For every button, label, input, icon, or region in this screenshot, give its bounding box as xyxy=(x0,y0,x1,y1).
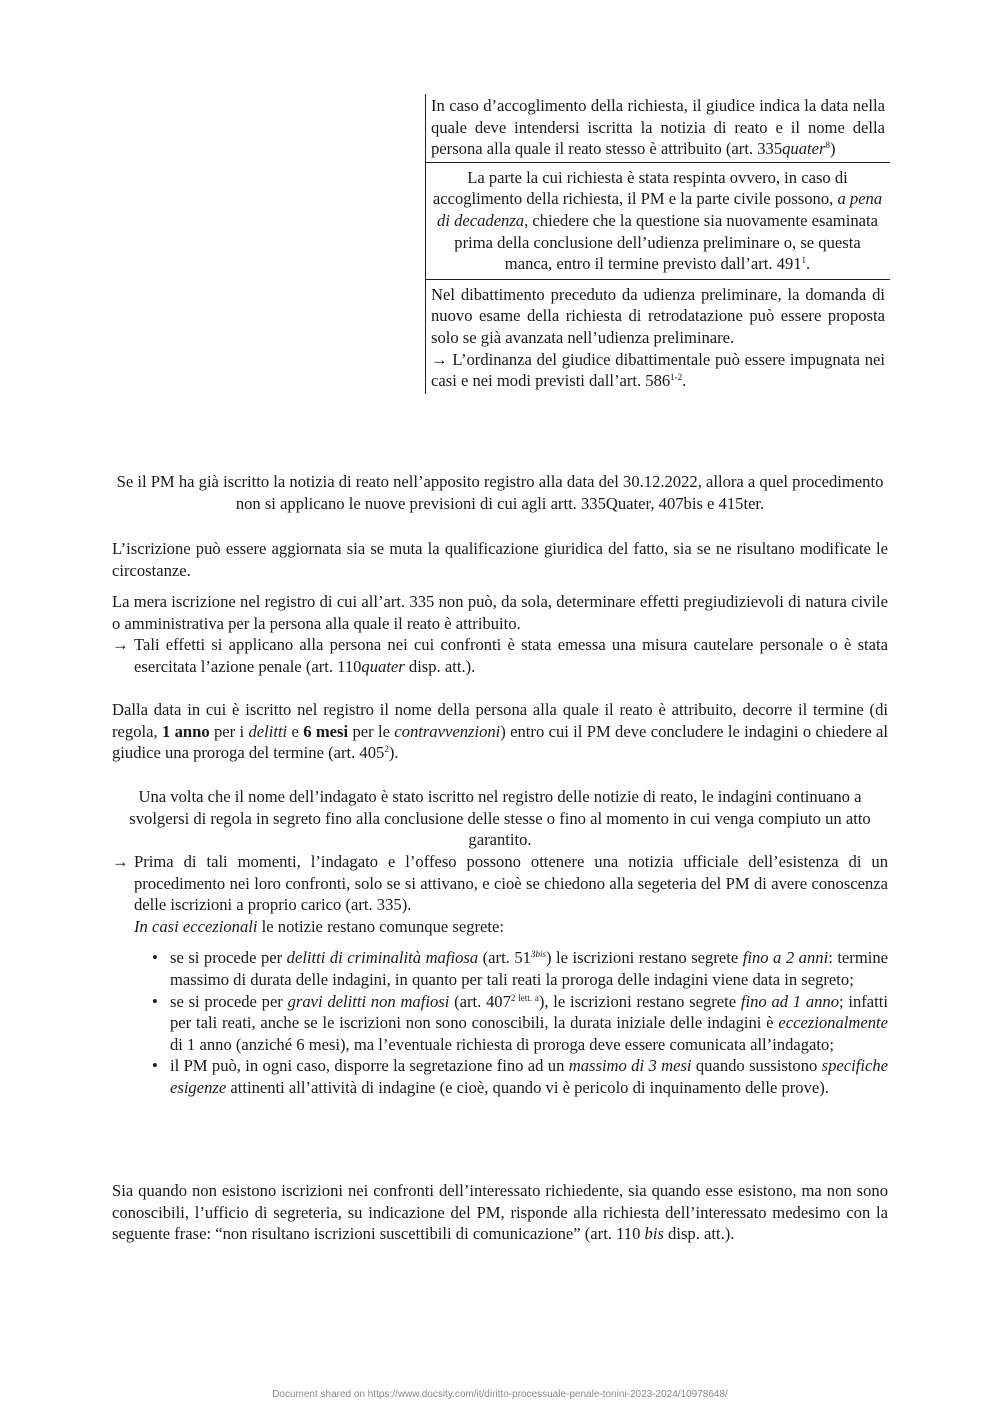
paragraph-text: L’iscrizione può essere aggiornata sia se muta la qualificazione giuridica del fatto, sia se ne risultano modificate le circostanze. xyxy=(112,539,888,580)
paragraph-italic: bis xyxy=(644,1224,664,1244)
retrodating-table xyxy=(425,94,890,394)
paragraph-text: Sia quando non esistono iscrizioni nei confronti dell’interessato richiedente, sia quando esse esistono, ma non sono conoscibili, l’ufficio di segreteria, su indicazione del PM, risponde alla richiesta dell’interessato medesimo con la seguente frase: “non risultano iscrizioni suscettibili di comunicazione” (art. 110 xyxy=(112,1181,888,1244)
item-text: ) le iscrizioni restano segrete xyxy=(545,948,743,968)
item-text: quando sussistono xyxy=(691,1056,822,1076)
table-row-text: , chiedere che la questione sia nuovamente esaminata prima della conclusione dell’udienza preliminare o, se questa manca, entro il termine previsto dall’art. 491 xyxy=(454,210,878,274)
paragraph-text: ). xyxy=(388,743,399,763)
paragraph-text: e xyxy=(287,721,304,741)
effects-note xyxy=(112,634,888,677)
paragraph-text: disp. att.). xyxy=(663,1224,735,1244)
note-text: le notizie restano comunque segrete: xyxy=(257,916,505,936)
paragraph-text: ) entro cui il PM deve concludere le indagini o chiedere al giudice una proroga del termine (art. 405 xyxy=(112,721,888,763)
italic-term: contravvenzioni xyxy=(394,721,501,741)
list-item xyxy=(150,1055,888,1098)
paragraph-text: Se il PM ha già iscritto la notizia di reato nell’apposito registro alla data del 30.12.2022, allora a quel procedimento non si applicano le nuove previsioni di cui agli artt. 335Quater, 407bis e 415ter. xyxy=(116,472,884,513)
table-row-text: . xyxy=(682,371,687,391)
note-text: Tali effetti si applicano alla persona nei cui confronti è stata emessa una misura cautelare personale o è stata esercitata l’azione penale (art. 110 xyxy=(134,635,888,676)
table-row-trial xyxy=(425,280,890,394)
update-paragraph xyxy=(112,538,888,581)
item-italic: specifiche esigenze xyxy=(170,1056,888,1097)
footnote-ref: 1-2 xyxy=(670,372,683,383)
item-text: se si procede per xyxy=(170,991,288,1011)
bullet-icon: • xyxy=(152,948,158,968)
bold-term: 1 anno xyxy=(161,721,210,741)
paragraph-text: La mera iscrizione nel registro di cui all’art. 335 non può, da sola, determinare effetti pregiudizievoli di natura civile o amministrativa per la persona alla quale il reato è attribuito. xyxy=(112,592,888,633)
note-italic: quater xyxy=(361,656,405,676)
table-row-italic: a pena di decadenza xyxy=(437,189,883,230)
paragraph-text: per i xyxy=(209,721,249,741)
table-row-text: In caso d’accoglimento della richiesta, il giudice indica la data nella quale deve intendersi iscritta la notizia di reato e il nome della persona alla quale il reato stesso è attribuito (art. 335 xyxy=(431,96,885,159)
table-row-text: Nel dibattimento preceduto da udienza preliminare, la domanda di nuovo esame della richiesta di retrodatazione può essere proposta solo se già avanzata nell’udienza preliminare. xyxy=(431,284,885,347)
item-text: : termine massimo di durata delle indagini, in quanto per tali reati la proroga delle indagini viene data in segreto; xyxy=(170,948,888,989)
access-note xyxy=(112,851,888,937)
table-row-text: ) xyxy=(829,139,836,159)
item-italic: fino ad 1 anno xyxy=(740,991,840,1011)
paragraph-text: per le xyxy=(348,721,395,741)
item-italic: eccezionalmente xyxy=(778,1013,888,1033)
response-paragraph xyxy=(112,1180,888,1245)
italic-lead: In casi eccezionali xyxy=(134,916,258,936)
table-row-text: La parte la cui richiesta è stata respinta ovvero, in caso di accoglimento della richiesta, il PM e la parte civile possono, xyxy=(432,167,848,209)
item-italic: fino a 2 anni xyxy=(742,948,829,968)
deadline-paragraph xyxy=(112,699,888,764)
paragraph-text: Dalla data in cui è iscritto nel registro il nome della persona alla quale il reato è attribuito, decorre il termine (di regola, xyxy=(112,700,888,741)
item-italic: massimo di 3 mesi xyxy=(568,1056,692,1076)
list-item xyxy=(150,947,888,990)
footnote-ref: 3bis xyxy=(530,949,546,960)
footnote-ref: 2 xyxy=(384,744,389,755)
arrow-icon: → xyxy=(112,635,129,655)
exceptions-list xyxy=(150,947,888,1098)
item-text: se si procede per xyxy=(170,948,287,968)
paragraph-text: Una volta che il nome dell’indagato è stato iscritto nel registro delle notizie di reato, le indagini continuano a svolgersi di regola in segreto fino alla conclusione delle stesse o fino al momento in cui venga compiuto un atto garantito. xyxy=(129,787,871,850)
item-text: (art. 51 xyxy=(478,948,531,968)
table-row-acceptance xyxy=(425,94,890,163)
item-text: ), le iscrizioni restano segrete xyxy=(538,991,741,1011)
list-item xyxy=(150,991,888,1056)
table-row-text: L’ordinanza del giudice dibattimentale può essere impugnata nei casi e nei modi previsti dall’art. 586 xyxy=(431,349,885,391)
secrecy-paragraph xyxy=(112,786,888,851)
item-text: ; infatti per tali reati, anche se le iscrizioni non sono conoscibili, la durata iniziale delle indagini è xyxy=(170,991,889,1033)
item-text: attinenti all’attività di indagine (e cioè, quando vi è pericolo di inquinamento delle prove). xyxy=(226,1077,829,1097)
bold-term: 6 mesi xyxy=(303,721,349,741)
table-row-rejection xyxy=(425,163,890,280)
bullet-icon: • xyxy=(152,991,158,1011)
italic-term: delitti xyxy=(248,721,288,741)
access-paragraph xyxy=(112,851,888,1099)
table-row-text: . xyxy=(806,254,811,274)
footnote-ref: 2 lett. a xyxy=(510,992,539,1003)
item-text: di 1 anno (anziché 6 mesi), ma l’eventuale richiesta di proroga deve essere comunicata all’indagato; xyxy=(170,1034,834,1054)
bullet-icon: • xyxy=(152,1056,158,1076)
effects-paragraph xyxy=(112,591,888,677)
footnote-ref: 1 xyxy=(801,255,807,266)
page-footer: Document shared on https://www.docsity.com/it/diritto-processuale-penale-tonini-2023-2024/10978648/ xyxy=(272,1389,728,1400)
footnote-ref: 8 xyxy=(825,140,830,151)
item-italic: gravi delitti non mafiosi xyxy=(287,991,450,1011)
transitional-rule-paragraph xyxy=(112,471,888,514)
item-text: il PM può, in ogni caso, disporre la segretazione fino ad un xyxy=(170,1056,569,1076)
table-row-italic: quater xyxy=(782,139,826,159)
note-text: disp. att.). xyxy=(404,656,476,676)
arrow-icon: → xyxy=(112,852,129,871)
arrow-icon: → xyxy=(431,349,448,369)
item-text: (art. 407 xyxy=(449,991,511,1011)
item-italic: delitti di criminalità mafiosa xyxy=(286,948,479,968)
note-text: Prima di tali momenti, l’indagato e l’offeso possono ottenere una notizia ufficiale dell’esistenza di un procedimento nei loro confronti, solo se si attivano, e cioè se chiedono alla segeteria del PM di avere conoscenza delle iscrizioni a proprio carico (art. 335). xyxy=(134,852,888,915)
